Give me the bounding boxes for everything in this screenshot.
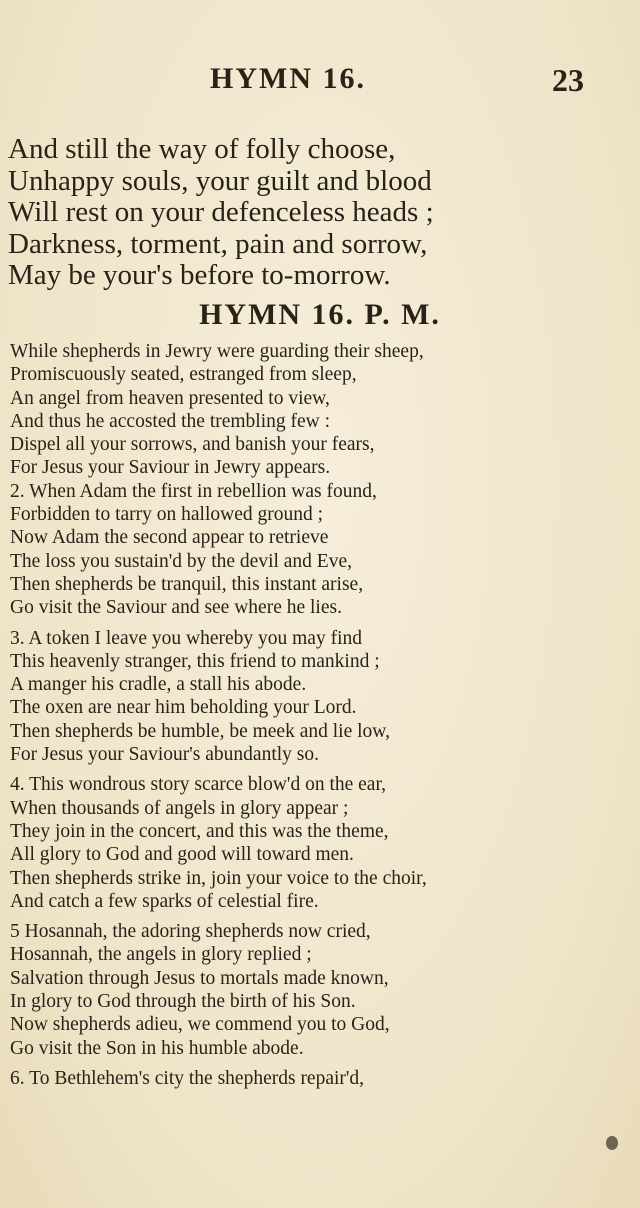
verse-line: While shepherds in Jewry were guarding their sheep, (10, 341, 424, 362)
verse-line: All glory to God and good will toward men. (10, 844, 354, 866)
verse-line: Promiscuously seated, estranged from sleep, (10, 364, 357, 386)
verse-line: Darkness, torment, pain and sorrow, (8, 227, 428, 260)
verse-line: Will rest on your defenceless heads ; (8, 196, 434, 228)
verse-line: Salvation through Jesus to mortals made known, (10, 967, 389, 989)
verse-line: Now Adam the second appear to retrieve (10, 527, 329, 549)
verse-line: And still the way of folly choose, (8, 133, 396, 165)
stanza (10, 773, 635, 913)
verse-line: And thus he accosted the trembling few : (10, 410, 331, 432)
verse-line: An angel from heaven presented to view, (10, 387, 330, 409)
verse-line: 3. A token I leave you whereby you may find (10, 627, 362, 649)
verse-line: Unhappy souls, your guilt and blood (8, 164, 432, 197)
verse-line: For Jesus your Saviour's abundantly so. (10, 744, 320, 766)
verse-line: Now shepherds adieu, we commend you to God, (10, 1014, 390, 1036)
running-head (0, 62, 640, 102)
verse-line: When thousands of angels in glory appear ; (10, 797, 349, 819)
page-number: 23 (552, 62, 584, 98)
verse-line: The loss you sustain'd by the devil and Eve, (10, 550, 353, 572)
stanza (10, 340, 635, 620)
verse-line: Then shepherds be tranquil, this instant arise, (10, 573, 364, 595)
verse-line: And catch a few sparks of celestial fire. (10, 890, 319, 912)
verse-line: In glory to God through the birth of his Son. (10, 991, 356, 1013)
running-title: HYMN 16. (210, 62, 366, 95)
verse-line: 5 Hosannah, the adoring shepherds now cried, (10, 921, 371, 943)
verse-line: 4. This wondrous story scarce blow'd on the ear, (10, 774, 387, 796)
ink-smudge (606, 1136, 618, 1150)
verse-line: Then shepherds be humble, be meek and lie low, (10, 720, 390, 742)
verse-line: May be your's before to-morrow. (8, 259, 391, 291)
verse-line: 6. To Bethlehem's city the shepherds repair'd, (10, 1067, 365, 1089)
stanza (10, 920, 635, 1060)
verse-line: They join in the concert, and this was the theme, (10, 820, 389, 842)
verse-line: A manger his cradle, a stall his abode. (10, 674, 307, 696)
verse-line: 2. When Adam the first in rebellion was found, (10, 480, 377, 502)
verse-line: Dispel all your sorrows, and banish your fears, (10, 434, 375, 456)
verse-line: Hosannah, the angels in glory replied ; (10, 944, 312, 966)
verse-line: Then shepherds strike in, join your voice to the choir, (10, 867, 427, 889)
verse-line: For Jesus your Saviour in Jewry appears. (10, 457, 331, 479)
verse-line: Forbidden to tarry on hallowed ground ; (10, 504, 324, 526)
previous-hymn-ending (8, 134, 628, 292)
stanza (10, 627, 635, 767)
verse-line: Go visit the Son in his humble abode. (10, 1037, 304, 1059)
verse-line: This heavenly stranger, this friend to mankind ; (10, 650, 380, 672)
hymn-heading: HYMN 16. P. M. (199, 298, 441, 331)
verse-line: The oxen are near him beholding your Lord. (10, 697, 357, 719)
verse-line: Go visit the Saviour and see where he lies. (10, 597, 342, 619)
hymn-body (10, 340, 635, 1097)
stanza (10, 1067, 635, 1090)
